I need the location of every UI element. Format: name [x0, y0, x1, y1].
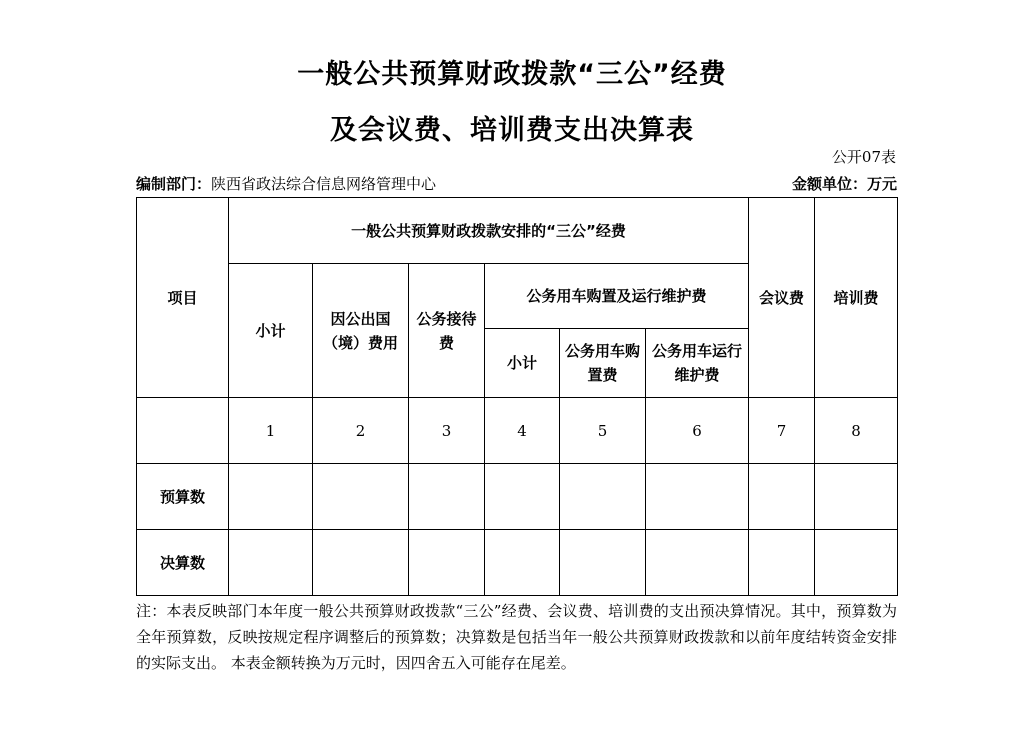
number-row-blank: [137, 398, 229, 464]
table-cell: [646, 464, 749, 530]
unit-info: [792, 173, 897, 195]
unit-label: 金额单位：: [791, 175, 867, 193]
table-row-budget: [137, 464, 898, 530]
form-number: 公开07表: [831, 148, 896, 166]
table-cell: [229, 464, 313, 530]
table-cell: [560, 530, 646, 596]
department-info: [136, 173, 436, 195]
expenditure-table: [136, 197, 898, 596]
vehicle-purchase-header: 公务用车购置费: [560, 329, 646, 398]
department-name: 陕西省政法综合信息网络管理中心: [211, 175, 437, 193]
col-number: 2: [313, 398, 409, 464]
meeting-fee-header: 会议费: [749, 198, 815, 398]
col-number: 6: [646, 398, 749, 464]
reception-fee-header: 公务接待费: [409, 264, 485, 398]
table-cell: [409, 530, 485, 596]
table-row-final: [137, 530, 898, 596]
report-title-line-2: 及会议费、培训费支出决算表: [330, 115, 694, 146]
report-meta: [136, 173, 897, 195]
three-public-group-header: 一般公共预算财政拨款安排的“三公”经费: [229, 198, 749, 264]
training-fee-header: 培训费: [815, 198, 898, 398]
col-number: 8: [815, 398, 898, 464]
vehicle-subtotal-header: 小计: [485, 329, 560, 398]
table-cell: [485, 464, 560, 530]
table-cell: [560, 464, 646, 530]
table-cell: [749, 464, 815, 530]
vehicle-group-header: 公务用车购置及运行维护费: [485, 264, 749, 329]
report-title-line-1: 一般公共预算财政拨款“三公”经费: [297, 59, 727, 90]
table-cell: [485, 530, 560, 596]
row-label-budget: 预算数: [137, 464, 229, 530]
department-label: 编制部门：: [136, 175, 212, 193]
col-number: 3: [409, 398, 485, 464]
table-cell: [815, 464, 898, 530]
table-cell: [313, 464, 409, 530]
footnote: 注：本表反映部门本年度一般公共预算财政拨款“三公”经费、会议费、培训费的支出预决算情况。其中，预算数为全年预算数，反映按规定程序调整后的预算数；决算数是包括当年一般公共预算财政拨款和以前年度结转资金安排的实际支出。 本表金额转换为万元时，因四舍五入可能存在尾差。: [136, 602, 897, 672]
col-number: 4: [485, 398, 560, 464]
vehicle-maintenance-header: 公务用车运行维护费: [646, 329, 749, 398]
table-cell: [313, 530, 409, 596]
table-cell: [646, 530, 749, 596]
table-cell: [229, 530, 313, 596]
row-label-final: 决算数: [137, 530, 229, 596]
col-number: 7: [749, 398, 815, 464]
col-number: 1: [229, 398, 313, 464]
table-cell: [409, 464, 485, 530]
item-header: 项目: [137, 198, 229, 398]
table-cell: [749, 530, 815, 596]
unit-value: 万元: [866, 175, 897, 193]
subtotal-header: 小计: [229, 264, 313, 398]
table-cell: [815, 530, 898, 596]
col-number: 5: [560, 398, 646, 464]
overseas-fee-header: 因公出国（境）费用: [313, 264, 409, 398]
